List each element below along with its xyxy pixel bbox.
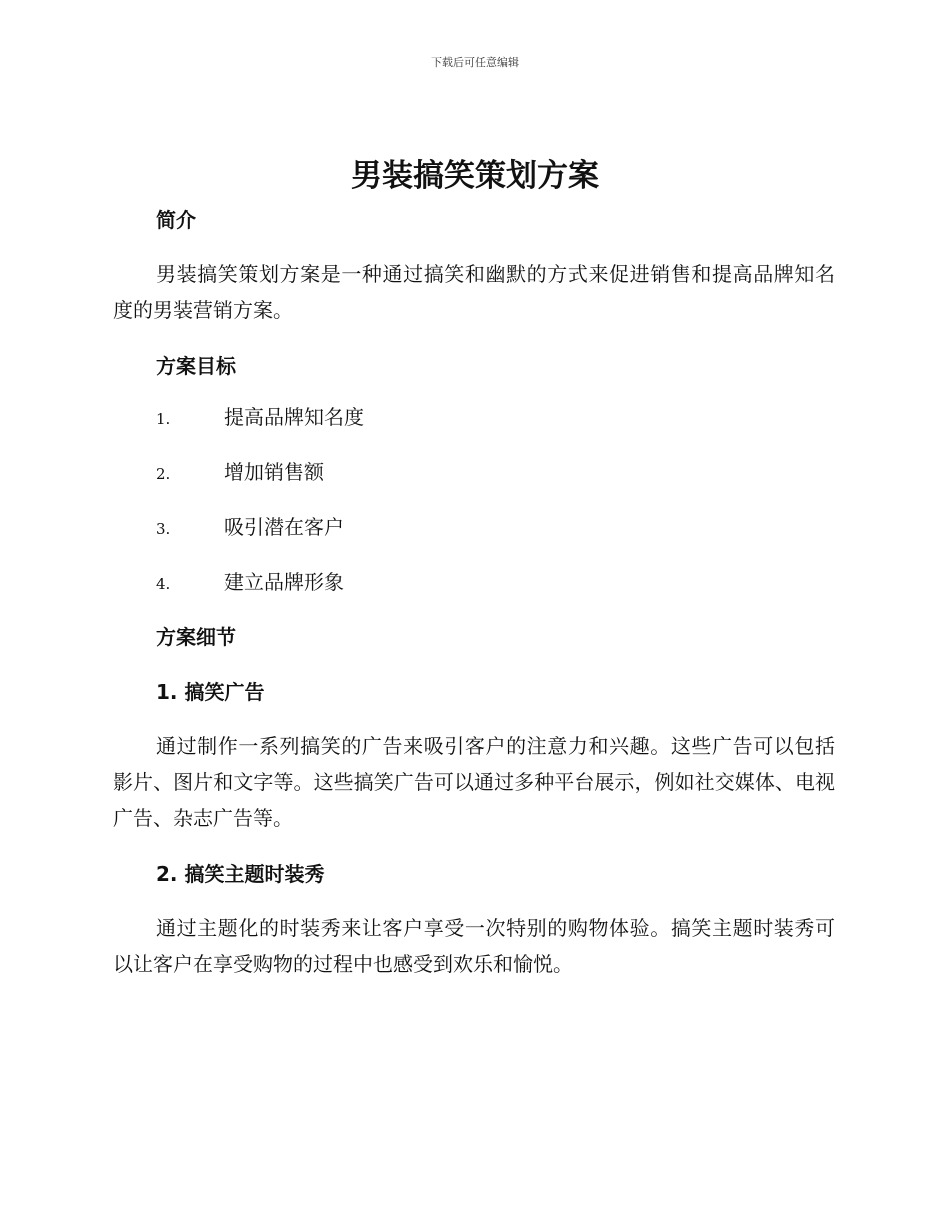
list-item-text: 增加销售额 xyxy=(224,460,324,484)
list-item xyxy=(113,565,835,620)
list-item-text: 吸引潜在客户 xyxy=(224,515,344,539)
details-heading: 方案细节 xyxy=(156,625,236,649)
detail-1-heading: 1. 搞笑广告 xyxy=(156,680,265,704)
detail-1-paragraph: 通过制作一系列搞笑的广告来吸引客户的注意力和兴趣。这些广告可以包括影片、图片和文字等。这些搞笑广告可以通过多种平台展示，例如社交媒体、电视广告、杂志广告等。 xyxy=(113,734,835,830)
list-item xyxy=(113,510,835,565)
list-item-number: 1. xyxy=(156,410,171,428)
goals-list xyxy=(113,400,835,620)
detail-2-paragraph: 通过主题化的时装秀来让客户享受一次特别的购物体验。搞笑主题时装秀可以让客户在享受购物的过程中也感受到欢乐和愉悦。 xyxy=(113,916,835,976)
list-item-number: 3. xyxy=(156,520,171,538)
document-body xyxy=(113,203,835,982)
goals-heading: 方案目标 xyxy=(156,354,236,378)
header-note: 下载后可任意编辑 xyxy=(431,56,519,69)
list-item-text: 建立品牌形象 xyxy=(224,570,344,594)
intro-paragraph: 男装搞笑策划方案是一种通过搞笑和幽默的方式来促进销售和提高品牌知名度的男装营销方案。 xyxy=(113,262,835,322)
list-item-number: 2. xyxy=(156,465,171,483)
document-title: 男装搞笑策划方案 xyxy=(351,158,599,194)
list-item-text: 提高品牌知名度 xyxy=(224,405,364,429)
list-item xyxy=(113,400,835,455)
detail-2-heading: 2. 搞笑主题时装秀 xyxy=(156,862,325,886)
list-item-number: 4. xyxy=(156,575,171,593)
list-item xyxy=(113,455,835,510)
intro-heading: 简介 xyxy=(156,208,196,232)
